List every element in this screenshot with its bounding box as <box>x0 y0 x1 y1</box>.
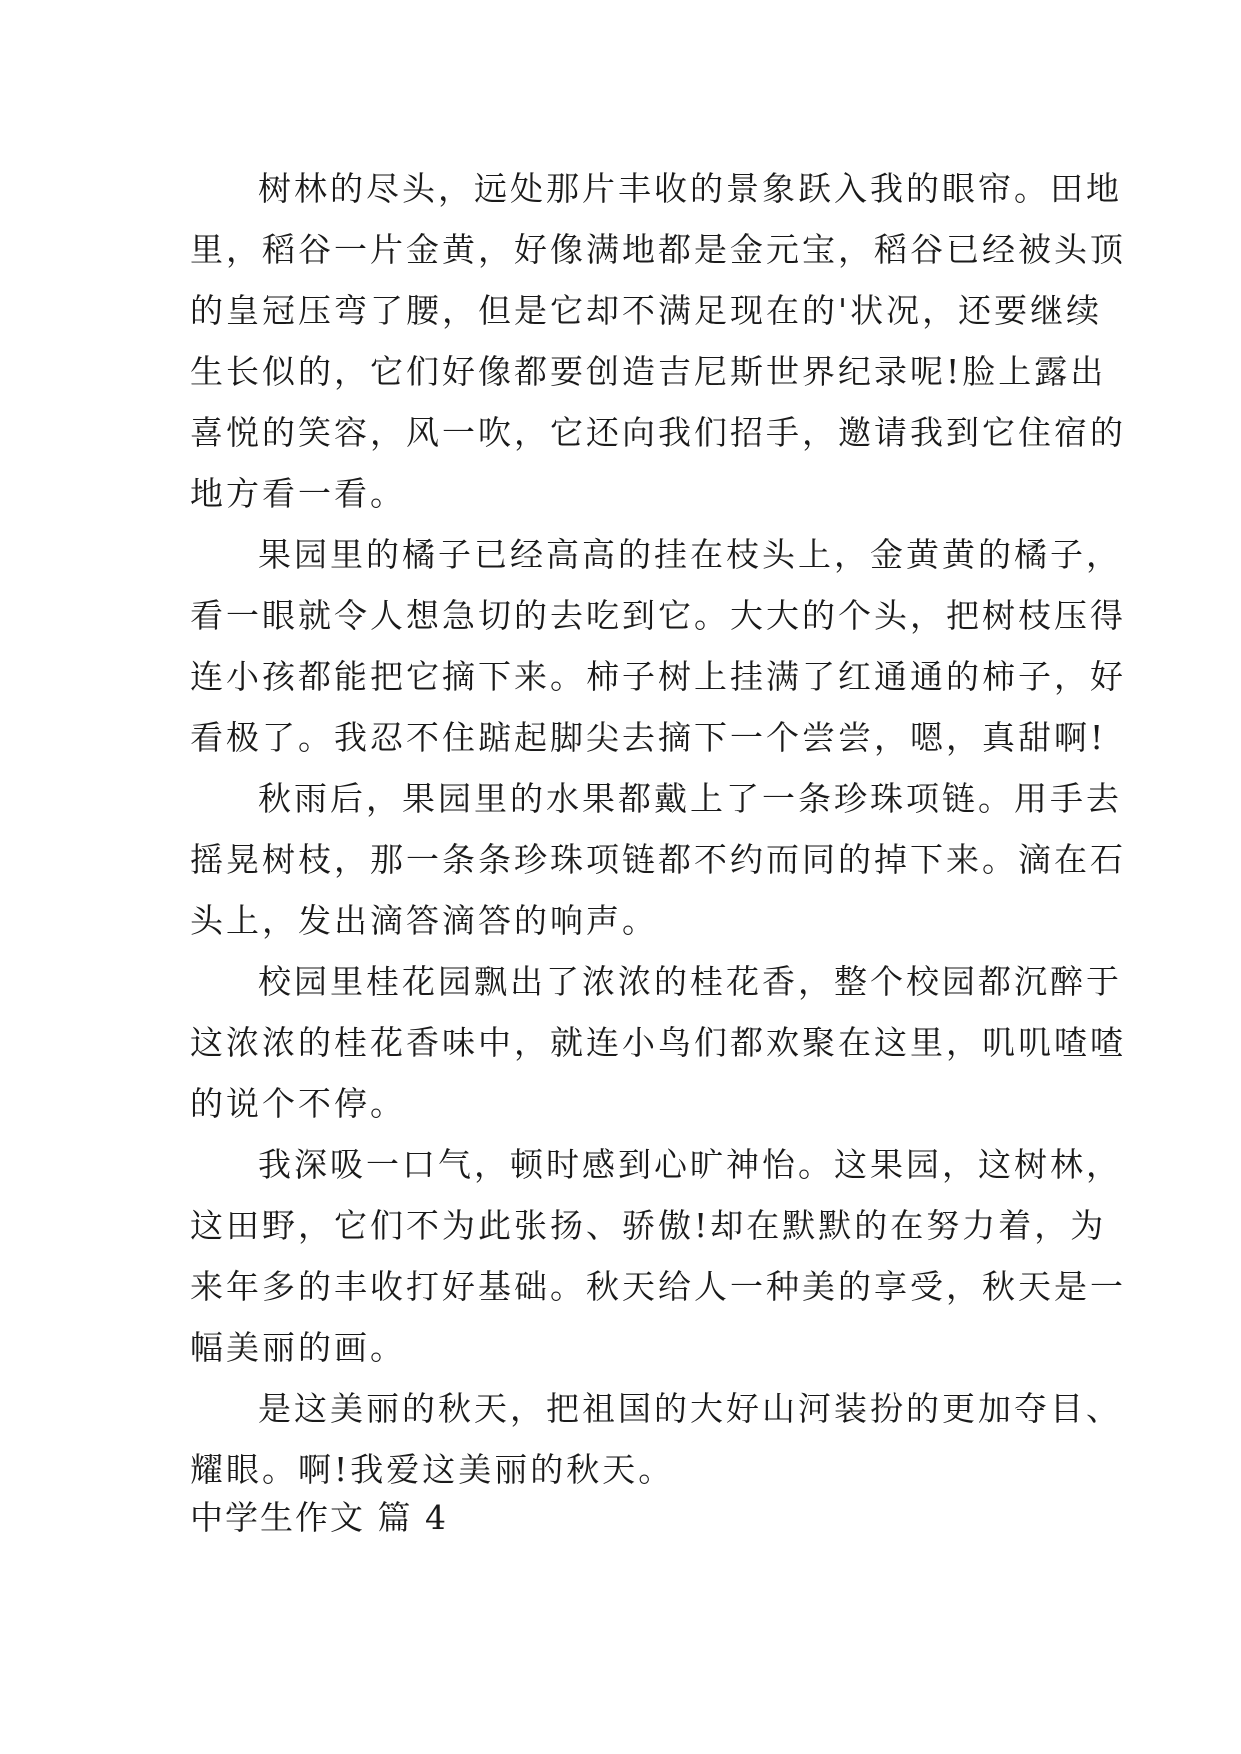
text-line: 的说个不停。 <box>190 1084 406 1123</box>
text-line: 喜悦的笑容，风一吹，它还向我们招手，邀请我到它住宿的 <box>190 413 1126 452</box>
text-line: 校园里桂花园飘出了浓浓的桂花香，整个校园都沉醉于 <box>258 962 1122 1001</box>
paragraph-5 <box>190 1134 1126 1378</box>
text-line: 头上，发出滴答滴答的响声。 <box>190 901 658 940</box>
text-line: 果园里的橘子已经高高的挂在枝头上，金黄黄的橘子， <box>258 535 1122 574</box>
text-line: 这田野，它们不为此张扬、骄傲!却在默默的在努力着，为 <box>190 1206 1107 1245</box>
text-line: 秋雨后，果园里的水果都戴上了一条珍珠项链。用手去 <box>258 779 1122 818</box>
text-line: 看一眼就令人想急切的去吃到它。大大的个头，把树枝压得 <box>190 596 1126 635</box>
text-line: 树林的尽头，远处那片丰收的景象跃入我的眼帘。田地 <box>258 169 1122 208</box>
paragraph-3 <box>190 768 1126 951</box>
text-line: 的皇冠压弯了腰，但是它却不满足现在的'状况，还要继续 <box>190 291 1103 330</box>
paragraph-2 <box>190 524 1126 768</box>
text-line: 摇晃树枝，那一条条珍珠项链都不约而同的掉下来。滴在石 <box>190 840 1126 879</box>
paragraph-4 <box>190 951 1126 1134</box>
paragraph-6 <box>190 1378 1122 1500</box>
text-line: 来年多的丰收打好基础。秋天给人一种美的享受，秋天是一 <box>190 1267 1126 1306</box>
text-line: 地方看一看。 <box>190 474 406 513</box>
text-line: 这浓浓的桂花香味中，就连小鸟们都欢聚在这里，叽叽喳喳 <box>190 1023 1126 1062</box>
section-heading: 中学生作文 篇 4 <box>190 1498 448 1537</box>
document-body <box>190 158 1126 1500</box>
text-line: 连小孩都能把它摘下来。柿子树上挂满了红通通的柿子，好 <box>190 657 1126 696</box>
text-line: 我深吸一口气，顿时感到心旷神怡。这果园，这树林， <box>258 1145 1122 1184</box>
text-line: 是这美丽的秋天，把祖国的大好山河装扮的更加夺目、 <box>258 1389 1122 1428</box>
text-line: 看极了。我忍不住踮起脚尖去摘下一个尝尝，嗯，真甜啊! <box>190 718 1107 757</box>
text-line: 幅美丽的画。 <box>190 1328 406 1367</box>
paragraph-1 <box>190 158 1126 524</box>
text-line: 里，稻谷一片金黄，好像满地都是金元宝，稻谷已经被头顶 <box>190 230 1126 269</box>
text-line: 耀眼。啊!我爱这美丽的秋天。 <box>190 1450 675 1489</box>
text-line: 生长似的，它们好像都要创造吉尼斯世界纪录呢!脸上露出 <box>190 352 1107 391</box>
